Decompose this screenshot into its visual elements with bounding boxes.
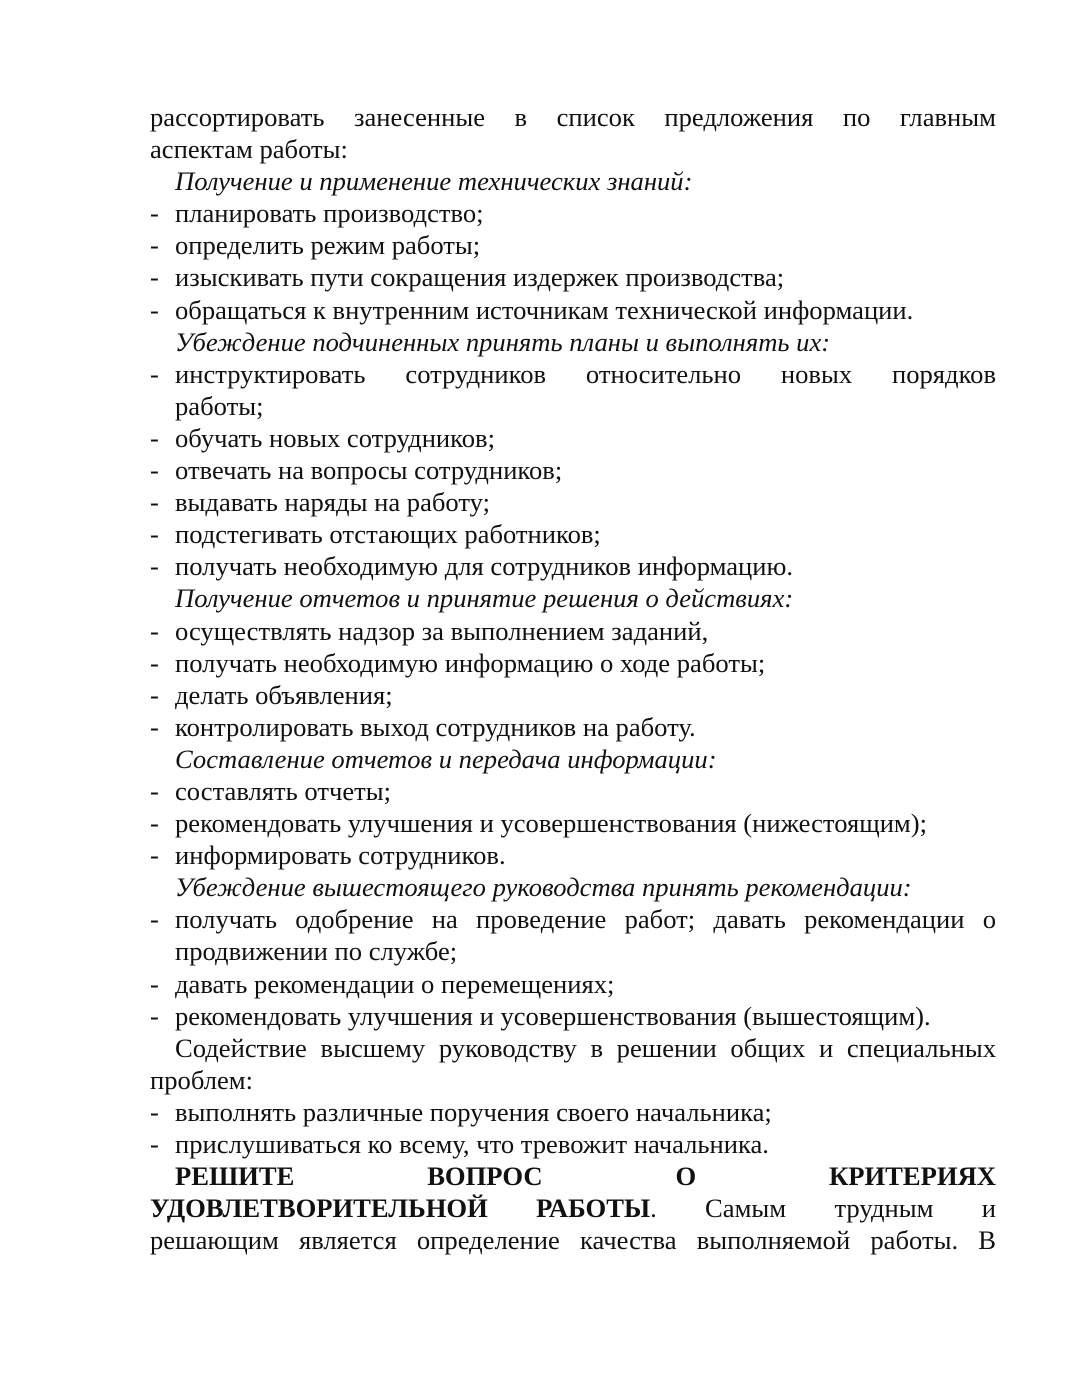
list-dash: -	[150, 711, 159, 742]
list-dash: -	[150, 904, 159, 935]
list-item	[150, 839, 996, 871]
list-item	[150, 903, 996, 935]
list-item	[150, 968, 996, 1000]
list-item-continuation: работы;	[175, 390, 264, 421]
list-item-text: отвечать на вопросы сотрудников;	[175, 455, 563, 486]
section-heading-reporting-information: Составление отчетов и передача информации:	[175, 743, 717, 774]
list-item	[150, 711, 996, 743]
list-item-text: обращаться к внутренним источникам технической информации.	[175, 294, 914, 325]
list-item	[150, 518, 996, 550]
list-dash: -	[150, 262, 159, 293]
list-item-text: обучать новых сотрудников;	[175, 422, 495, 453]
list-item-text: выдавать наряды на работу;	[175, 487, 490, 518]
list-dash: -	[150, 679, 159, 710]
list-item-text: рекомендовать улучшения и усовершенствования (нижестоящим);	[175, 808, 927, 839]
list-item-text: осуществлять надзор за выполнением заданий,	[175, 615, 709, 646]
list-dash: -	[150, 1000, 159, 1031]
list-item-text: получать необходимую для сотрудников информацию.	[175, 551, 794, 582]
list-item-text: давать рекомендации о перемещениях;	[175, 968, 615, 999]
list-item-text: составлять отчеты;	[175, 775, 392, 806]
assist-paragraph-line-2: проблем:	[150, 1064, 253, 1095]
list-item-text: делать объявления;	[175, 679, 393, 710]
list-item	[150, 358, 996, 390]
list-dash: -	[150, 230, 159, 261]
list-dash: -	[150, 198, 159, 229]
list-dash: -	[150, 615, 159, 646]
final-bold-line-1: РЕШИТЕ ВОПРОС О КРИТЕРИЯХ	[175, 1161, 996, 1192]
section-heading-reports-and-decisions: Получение отчетов и принятие решения о действиях:	[175, 583, 794, 614]
list-dash: -	[150, 647, 159, 678]
list-item	[150, 197, 996, 229]
list-item	[150, 454, 996, 486]
final-line-3: решающим является определение качества выполняемой работы. В	[150, 1225, 996, 1256]
list-item	[150, 647, 996, 679]
list-dash: -	[150, 968, 159, 999]
list-dash: -	[150, 455, 159, 486]
list-item-text: получать одобрение на проведение работ; давать рекомендации о	[175, 904, 996, 935]
list-item	[150, 1000, 996, 1032]
list-item	[150, 422, 996, 454]
list-item	[150, 261, 996, 293]
list-dash: -	[150, 422, 159, 453]
list-item-text: инструктировать сотрудников относительно новых порядков	[175, 358, 996, 389]
list-item	[150, 1128, 996, 1160]
document-page	[150, 101, 996, 1256]
list-dash: -	[150, 808, 159, 839]
section-heading-persuading-subordinates: Убеждение подчиненных принять планы и выполнять их:	[175, 326, 831, 357]
list-item-text: подстегивать отстающих работников;	[175, 519, 601, 550]
list-dash: -	[150, 1129, 159, 1159]
list-item-text: получать необходимую информацию о ходе работы;	[175, 647, 766, 678]
list-item	[150, 550, 996, 582]
final-bold-phrase: УДОВЛЕТВОРИТЕЛЬНОЙ РАБОТЫ	[150, 1193, 651, 1224]
list-item	[150, 486, 996, 518]
list-dash: -	[150, 775, 159, 806]
list-dash: -	[150, 1096, 159, 1127]
list-dash: -	[150, 519, 159, 550]
list-item-text: определить режим работы;	[175, 230, 481, 261]
assist-paragraph-line-1: Содействие высшему руководству в решении общих и специальных	[175, 1032, 996, 1063]
list-dash: -	[150, 840, 159, 871]
final-line-2	[150, 1192, 996, 1224]
list-item-text: рекомендовать улучшения и усовершенствования (вышестоящим).	[175, 1000, 931, 1031]
section-heading-technical-knowledge: Получение и применение технических знаний:	[175, 166, 693, 197]
list-item-text: информировать сотрудников.	[175, 840, 506, 871]
list-item	[150, 294, 996, 326]
list-item-text: прислушиваться ко всему, что тревожит начальника.	[175, 1129, 769, 1159]
list-item	[150, 615, 996, 647]
list-item	[150, 229, 996, 261]
list-item	[150, 775, 996, 807]
list-dash: -	[150, 551, 159, 582]
list-dash: -	[150, 487, 159, 518]
section-heading-persuading-management: Убеждение вышестоящего руководства принять рекомендации:	[175, 872, 912, 903]
list-item-text: выполнять различные поручения своего начальника;	[175, 1096, 772, 1127]
list-item-text: контролировать выход сотрудников на работу.	[175, 711, 696, 742]
list-dash: -	[150, 294, 159, 325]
list-item-text: планировать производство;	[175, 198, 484, 229]
list-item	[150, 1096, 996, 1128]
intro-line-1: рассортировать занесенные в список предложения по главным	[150, 102, 996, 132]
final-line-2-text: . Самым трудным и	[650, 1193, 996, 1224]
list-item	[150, 807, 996, 839]
list-item-text: изыскивать пути сокращения издержек производства;	[175, 262, 785, 293]
list-item	[150, 679, 996, 711]
intro-line-2: аспектам работы:	[150, 134, 348, 165]
list-item-continuation: продвижении по службе;	[175, 936, 458, 967]
list-dash: -	[150, 358, 159, 389]
